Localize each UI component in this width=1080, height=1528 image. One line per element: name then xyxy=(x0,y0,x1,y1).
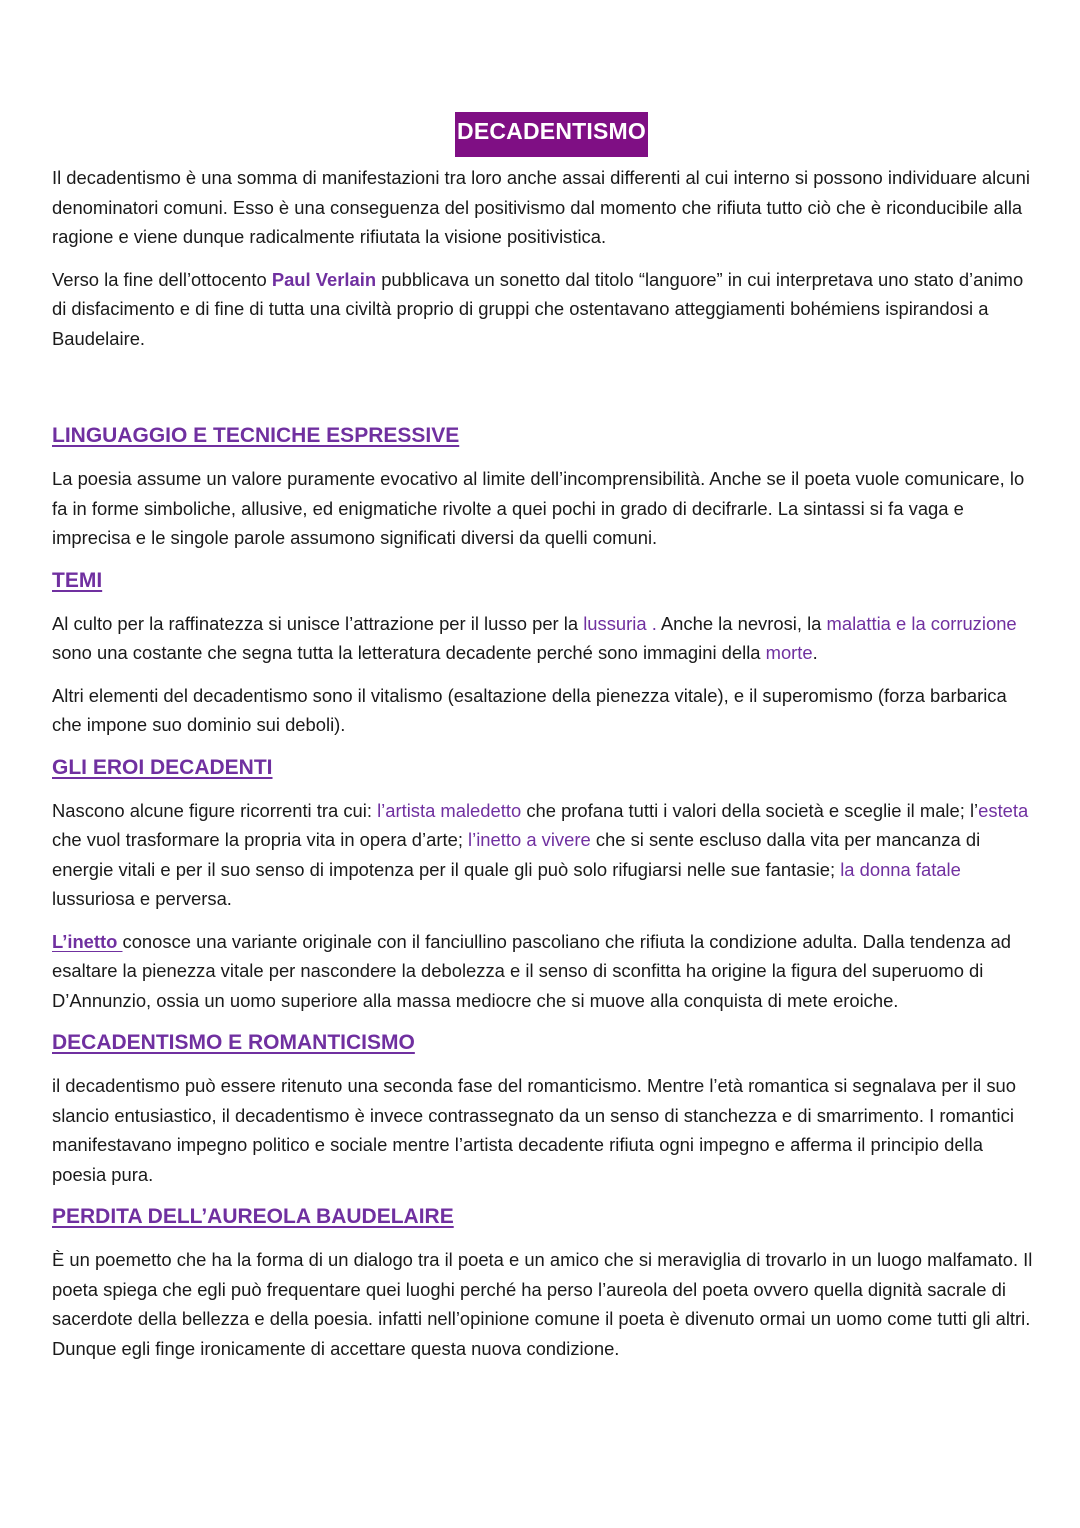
eroi-p2-text: conosce una variante originale con il fanciullino pascoliano che rifiuta la condizione adulta. Dalla tendenza ad esaltare la pienezza vitale per nascondere la debolezza e il senso di sconfitta ha origine la figura del superuomo di D’Annunzio, ossia un uomo superiore alla massa mediocre che si muove alla conquista di mete eroiche. xyxy=(52,930,1011,1011)
eroi-p1-text-c: che vuol trasformare la propria vita in opera d’arte; xyxy=(52,829,469,850)
page-title: DECADENTISMO xyxy=(455,112,648,157)
eroi-p1-text-a: Nascono alcune figure ricorrenti tra cui: xyxy=(52,799,378,821)
linguaggio-paragraph: La poesia assume un valore puramente evocativo al limite dell’incomprensibilità. Anche se il poeta vuole comunicare, lo fa in forme simboliche, allusive, ed enigmatiche rivolte a quei pochi in grado di decifrarle. La sintassi si fa vaga e imprecisa e le singole parole assumono significati diversi da quelli comuni. xyxy=(52,468,1025,548)
title-wrap xyxy=(52,112,1037,157)
highlight-inetto: l’inetto a vivere xyxy=(468,829,591,850)
heading-aureola: PERDITA DELL’AUREOLA BAUDELAIRE xyxy=(52,1205,454,1228)
highlight-lussuria: lussuria . xyxy=(583,612,657,634)
intro-p2-text-a: Verso la fine dell’ottocento xyxy=(52,268,272,290)
eroi-paragraph-2 xyxy=(52,927,1037,1016)
temi-paragraph-1 xyxy=(52,609,1037,668)
eroi-p1-text-b: che profana tutti i valori della società e sceglie il male; l’ xyxy=(521,799,979,821)
aureola-paragraph: È un poemetto che ha la forma di un dialogo tra il poeta e un amico che si meraviglia di trovarlo in un luogo malfamato. Il poeta spiega che egli può frequentare quei luoghi perché ha perso l’aureola del poeta ovvero quella dignità sacrale di sacerdote della bellezza e della poesia. infatti nell’opinione comune il poeta è divenuto ormai un uomo come tutti gli altri. Dunque egli finge ironicamente di accettare questa nuova condizione. xyxy=(52,1249,1033,1359)
highlight-inetto-underlined: L’inetto xyxy=(52,930,123,952)
intro-paragraph-2 xyxy=(52,265,1037,354)
temi-p1-text-a: Al culto per la raffinatezza si unisce l’attrazione per il lusso per la xyxy=(52,612,584,634)
intro-paragraph-1: Il decadentismo è una somma di manifestazioni tra loro anche assai differenti al cui interno si possono individuare alcuni denominatori comuni. Esso è una conseguenza del positivismo dal momento che rifiuta tutto ciò che è riconducibile alla ragione e viene dunque radicalmente rifiutata la visione positivistica. xyxy=(52,167,1030,247)
highlight-malattia: malattia e la corruzione xyxy=(826,612,1017,634)
highlight-donna: la donna fatale xyxy=(840,858,961,880)
romanticismo-paragraph: il decadentismo può essere ritenuto una seconda fase del romanticismo. Mentre l’età romantica si segnalava per il suo slancio entusiastico, il decadentismo è invece contrassegnato da un senso di stanchezza e di smarrimento. I romantici manifestavano impegno politico e sociale mentre l’artista decadente rifiuta ogni impegno e afferma il principio della poesia pura. xyxy=(52,1075,1016,1185)
heading-linguaggio: LINGUAGGIO E TECNICHE ESPRESSIVE xyxy=(52,424,460,447)
temi-p1-text-b: Anche la nevrosi, la xyxy=(656,612,827,634)
heading-eroi: GLI EROI DECADENTI xyxy=(52,755,273,779)
temi-p1-text-d: . xyxy=(812,642,818,663)
section-spacer xyxy=(52,366,1037,421)
document-page xyxy=(52,112,1037,1376)
eroi-p1-text-d: che si sente escluso dalla vita per mancanza di energie vitali e per il suo senso di impotenza per il quale gli può solo rifugiarsi nelle sue fantasie; xyxy=(52,829,981,880)
eroi-paragraph-1 xyxy=(52,796,1037,914)
highlight-morte: morte xyxy=(765,642,813,663)
temi-p1-text-c: sono una costante che segna tutta la letteratura decadente perché sono immagini della xyxy=(52,642,766,663)
eroi-p1-text-e: lussuriosa e perversa. xyxy=(52,888,232,909)
heading-romanticismo: DECADENTISMO E ROMANTICISMO xyxy=(52,1031,415,1054)
highlight-artista: l’artista maledetto xyxy=(377,799,522,821)
intro-p2-text-b: pubblicava un sonetto dal titolo “languore” in cui interpretava uno stato d’animo di disfacimento e di fine di tutta una civiltà proprio di gruppi che ostentavano atteggiamenti bohémiens ispirandosi a Baudelaire. xyxy=(52,268,1024,349)
highlight-paul-verlain: Paul Verlain xyxy=(271,268,377,290)
highlight-esteta: esteta xyxy=(978,799,1029,821)
temi-paragraph-2: Altri elementi del decadentismo sono il vitalismo (esaltazione della pienezza vitale), e il superomismo (forza barbarica che impone suo dominio sui deboli). xyxy=(52,684,1007,735)
heading-temi: TEMI xyxy=(52,568,103,592)
